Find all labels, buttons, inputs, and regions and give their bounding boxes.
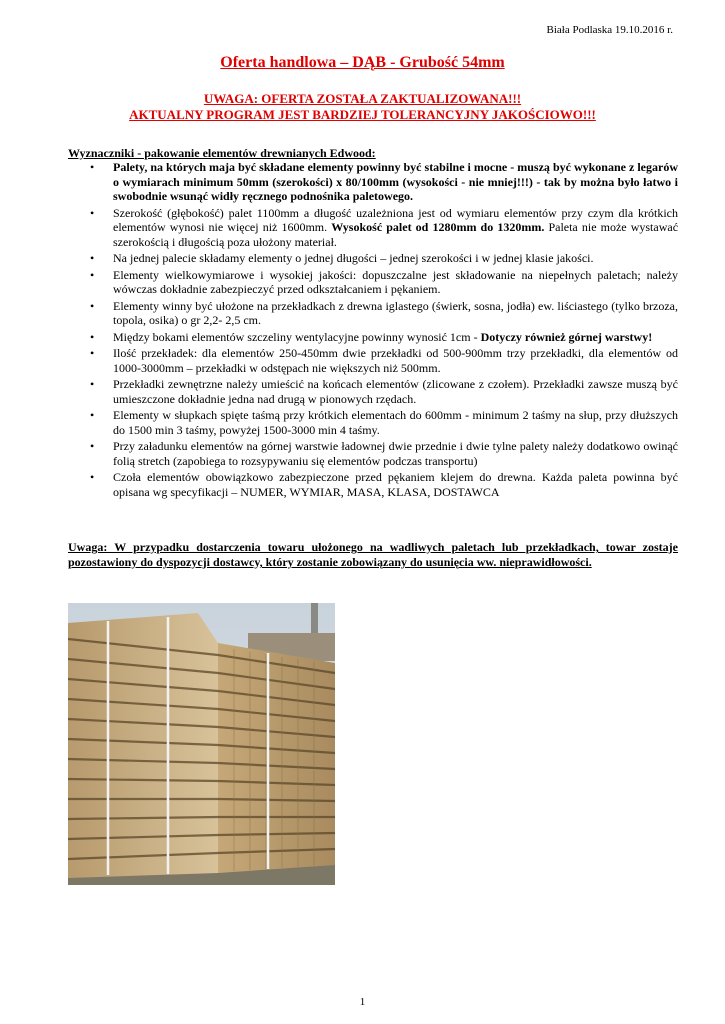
bullet-icon: • [90,346,95,360]
bullet-icon: • [90,439,95,453]
list-item: • Przekładki zewnętrzne należy umieścić na końcach elementów (zlicowane z czołem). Przekładki zawsze muszą być umieszczone dokładnie jedna nad drugą w pionowych rzędach. [90,377,678,406]
packing-rules-list [68,160,678,501]
stacked-lumber-image [68,603,335,885]
bullet-icon: • [90,408,95,422]
page-number: 1 [359,996,366,1008]
list-item: • Przy załadunku elementów na górnej warstwie ładownej dwie przednie i dwie tylne palety należy dodatkowo owinąć folią stretch (zapobiega to rozsypywaniu się elementów podczas transportu) [90,439,678,468]
page-title: Oferta handlowa – DĄB - Grubość 54mm [220,54,505,71]
warning-line-1: UWAGA: OFERTA ZOSTAŁA ZAKTUALIZOWANA!!! [203,91,522,106]
list-item: • Między bokami elementów szczeliny wentylacyjne powinny wynosić 1cm - Dotyczy również górnej warstwy! [90,329,653,344]
bullet-icon: • [90,205,95,220]
section-title: Wyznaczniki - pakowanie elementów drewnianych Edwood: [68,146,376,160]
list-item: • Czoła elementów obowiązkowo zabezpieczone przed pękaniem klejem do drewna. Każda paleta powinna być opisana wg specyfikacji – NUMER, WYMIAR, MASA, KLASA, DOSTAWCA [90,470,678,499]
bullet-icon: • [90,298,95,313]
list-item: • Na jednej palecie składamy elementy o jednej długości – jednej szerokości i w jednej klasie jakości. [90,251,594,265]
list-item: • Elementy wielkowymiarowe i wysokiej jakości: dopuszczalne jest składowanie na niepełnych paletach; należy wówczas dokładnie zabezpieczyć przed odkształcaniem i pękaniem. [90,267,678,296]
bullet-icon: • [90,377,95,391]
bullet-icon: • [90,160,95,174]
bullet-icon: • [90,267,95,282]
list-item: • Elementy w słupkach spięte taśmą przy krótkich elementach do 600mm - minimum 2 taśmy na słup, przy dłuższych do 1500 min 3 taśmy, powyżej 1500-3000 min 4 taśmy. [90,408,678,437]
list-item: • Szerokość (głębokość) palet 1100mm a długość uzależniona jest od wymiaru elementów przy czym dla krótkich elementów wynosi nie więcej niż 1600mm. Wysokość palet od 1280mm do 1320mm. Paleta nie może wystawać szerokością i długością poza ułożony materiał. [90,205,679,249]
warning-line-2: AKTUALNY PROGRAM JEST BARDZIEJ TOLERANCYJNY JAKOŚCIOWO!!! [129,107,596,122]
update-warning [0,91,725,123]
list-item: • Elementy winny być ułożone na przekładkach z drewna iglastego (świerk, sosna, jodła) ew. liściastego (tylko brzoza, topola, osika) o gr 2,2- 2,5 cm. [90,298,678,327]
list-item: • Ilość przekładek: dla elementów 250-450mm dwie przekładki od 500-900mm trzy przekładki, dla elementów od 1000-3000mm – przekładki w odstępach nie większych niż 500mm. [90,346,678,375]
bullet-icon: • [90,329,95,344]
bullet-icon: • [90,470,95,484]
date-line: Biała Podlaska 19.10.2016 r. [546,24,673,36]
pallet-photo [68,603,335,885]
bullet-icon: • [90,251,95,265]
list-item: • Palety, na których maja być składane elementy powinny być stabilne i mocne - muszą być wykonane z legarów o wymiarach minimum 50mm (szerokości) x 80/100mm (wysokości - nie mniej!!!) - tak by można było łatwo i swobodnie wsunąć widły ręcznego podnośnika paletowego. [90,160,678,203]
warning-note: Uwaga: W przypadku dostarczenia towaru ułożonego na wadliwych paletach lub przekładkach, towar zostaje pozostawiony do dyspozycji dostawcy, który zostanie zobowiązany do usunięcia ww. nieprawidłowości. [68,540,678,569]
